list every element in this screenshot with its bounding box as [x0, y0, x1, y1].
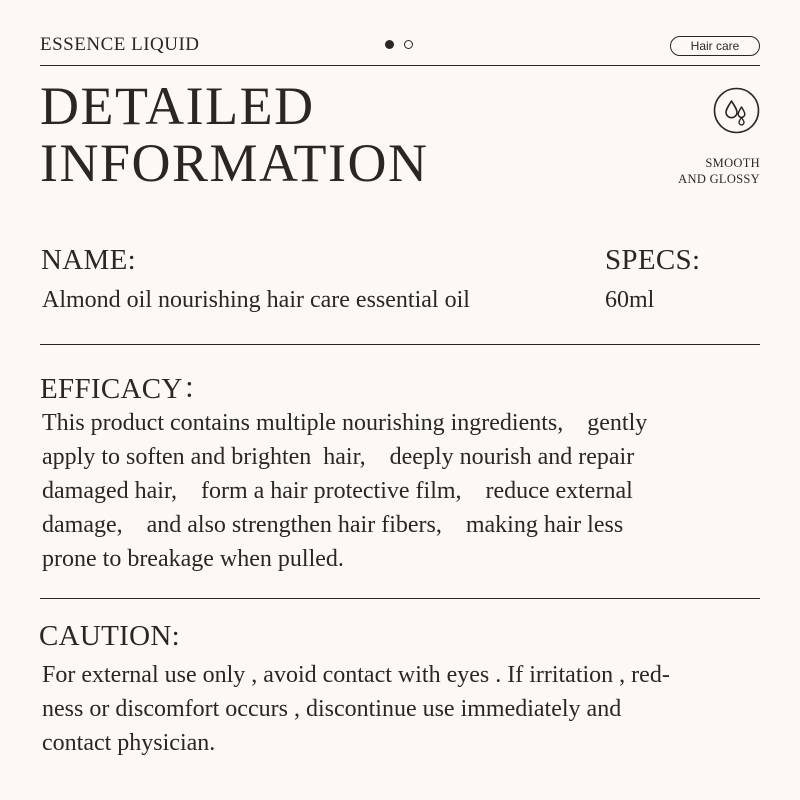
- pagination-dots: [385, 40, 413, 49]
- caution-line: ness or discomfort occurs , discontinue use immediately and: [42, 696, 622, 722]
- name-heading: NAME:: [41, 244, 136, 276]
- efficacy-line: damage, and also strengthen hair fibers, making hair less: [42, 512, 624, 538]
- feature-badge-line-1: SMOOTH: [705, 156, 760, 170]
- efficacy-line: This product contains multiple nourishing ingredients, gently: [42, 410, 648, 436]
- feature-badge-line-2: AND GLOSSY: [678, 172, 760, 186]
- efficacy-heading: EFFICACY：: [40, 373, 212, 405]
- divider-2: [40, 598, 760, 599]
- feature-badge: [678, 155, 760, 187]
- brand-label: ESSENCE LIQUID: [40, 34, 200, 55]
- page-title-line-2: INFORMATION: [40, 133, 429, 193]
- page-title: [40, 78, 429, 192]
- caution-line: For external use only , avoid contact with eyes . If irritation , red-: [42, 662, 670, 688]
- page-title-line-1: DETAILED: [40, 76, 315, 136]
- name-value: Almond oil nourishing hair care essential oil: [42, 287, 470, 313]
- specs-value: 60ml: [605, 287, 655, 313]
- efficacy-text: [42, 406, 647, 576]
- caution-heading: CAUTION:: [39, 620, 180, 652]
- specs-heading: SPECS:: [605, 244, 701, 276]
- efficacy-line: damaged hair, form a hair protective film, reduce external: [42, 478, 633, 504]
- header-divider: [40, 65, 760, 66]
- caution-text: [42, 658, 670, 760]
- divider-1: [40, 344, 760, 345]
- efficacy-line: apply to soften and brighten hair, deeply nourish and repair: [42, 444, 635, 470]
- pagination-dot-inactive[interactable]: [404, 40, 413, 49]
- category-tag: Hair care: [670, 36, 760, 56]
- caution-line: contact physician.: [42, 730, 216, 756]
- efficacy-line: prone to breakage when pulled.: [42, 546, 344, 572]
- pagination-dot-active[interactable]: [385, 40, 394, 49]
- oil-drops-icon: [713, 87, 760, 134]
